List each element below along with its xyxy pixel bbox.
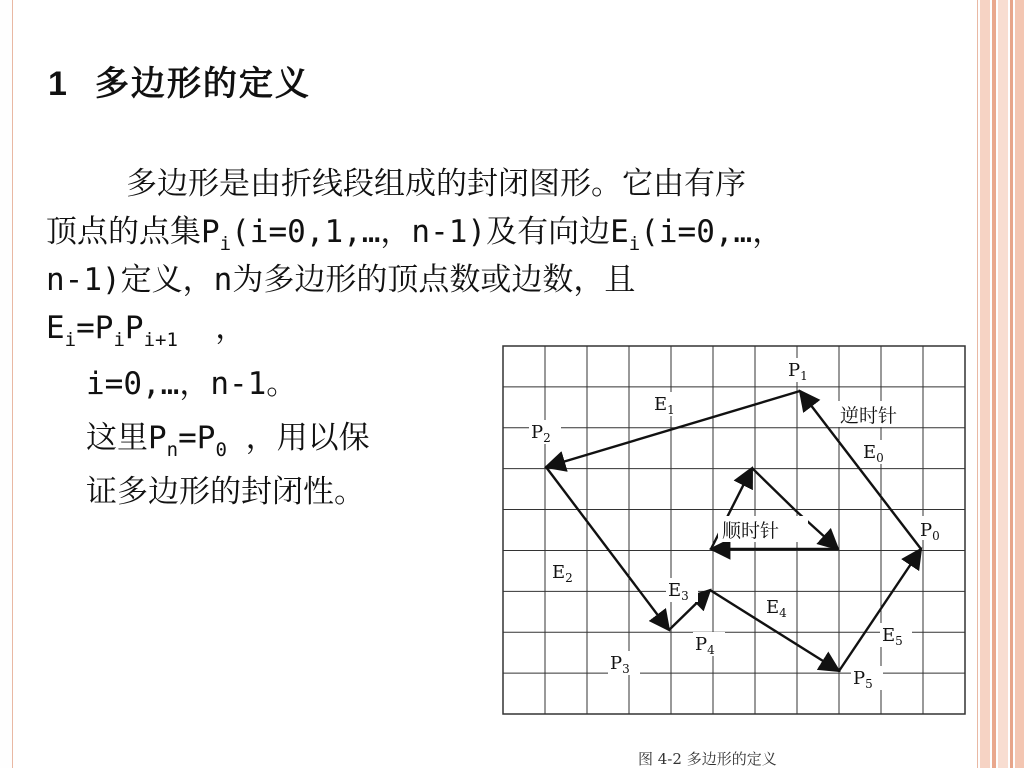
stripe [998,0,1008,768]
stripe [1010,0,1013,768]
label-p2 [529,420,561,445]
subscript: i [219,233,232,255]
vertex-base: P [695,634,708,655]
polygon-figure [500,344,970,722]
edge-base: E [766,597,780,618]
vertex-sub: 5 [865,677,873,691]
edge-sub: 0 [876,451,884,465]
cw-label: 顺时针 [722,520,780,542]
text-line-5: i=0,…，n-1。 [86,366,298,402]
vertex-sub: 1 [800,369,808,383]
edge-sub: 4 [779,606,787,620]
edge-sub: 3 [681,589,689,603]
vertex-sub: 0 [932,529,940,543]
subscript: i [64,329,77,351]
subscript: n [166,439,179,461]
text-span: ，用以保 [226,420,370,456]
edge-e5 [839,549,921,671]
subscript: 0 [215,439,227,461]
text-span: (i=0,1,…，n-1)及有向边E [231,214,629,250]
slide-title [48,56,311,105]
text-line-4 [46,304,246,364]
text-line-1: 多边形是由折线段组成的封闭图形。它由有序 [126,166,746,202]
label-e0 [861,440,893,465]
ccw-label: 逆时针 [840,405,898,427]
label-e2 [550,560,582,585]
stripe [1015,0,1024,768]
decorative-stripes [978,0,1024,768]
label-p1 [786,358,818,383]
edge-base: E [863,442,877,463]
text-span: 顶点的点集P [46,214,220,250]
cw-arrow-diag [752,468,795,510]
edge-sub: 5 [895,634,903,648]
vertex-sub: 3 [622,662,630,676]
label-e5 [880,623,912,648]
edge-e2 [546,467,669,630]
vertex-sub: 4 [707,643,715,657]
title-number: 1 [48,65,69,103]
label-p0 [918,516,950,543]
subscript: i+1 [143,329,178,351]
text-line-3: n-1)定义，n为多边形的顶点数或边数，且 [46,262,636,298]
vertex-base: P [920,520,933,541]
polygon-diagram [500,344,970,718]
label-p5 [851,666,883,691]
text-span: (i=0,…， [640,214,784,250]
label-p4 [693,632,725,657]
edge-base: E [668,580,682,601]
label-p3 [608,651,640,676]
edge-base: E [654,394,668,415]
stripe [992,0,996,768]
text-span: E [46,310,65,346]
text-span: =P [178,420,216,456]
edge-base: E [552,562,566,583]
vertex-base: P [531,422,544,443]
label-e4 [764,595,796,620]
subscript: i [628,233,641,255]
text-span: 这里P [86,420,167,456]
edge-sub: 2 [565,571,573,585]
vertex-base: P [853,668,866,689]
text-span: =P [76,310,114,346]
text-line-7: 证多边形的封闭性。 [86,474,365,510]
text-span: P [124,310,144,346]
vertex-base: P [610,653,623,674]
stripe [980,0,990,768]
subscript: i [113,329,125,351]
edge-sub: 1 [667,403,675,417]
edge-base: E [882,625,896,646]
label-e1 [652,392,684,417]
vertex-base: P [788,360,801,381]
text-span: ， [177,310,247,346]
vertex-sub: 2 [543,431,551,445]
figure-caption: 图 4-2 多边形的定义 [638,750,777,768]
title-text: 多边形的定义 [94,64,311,104]
label-e3 [666,578,698,603]
text-line-6 [86,414,370,474]
